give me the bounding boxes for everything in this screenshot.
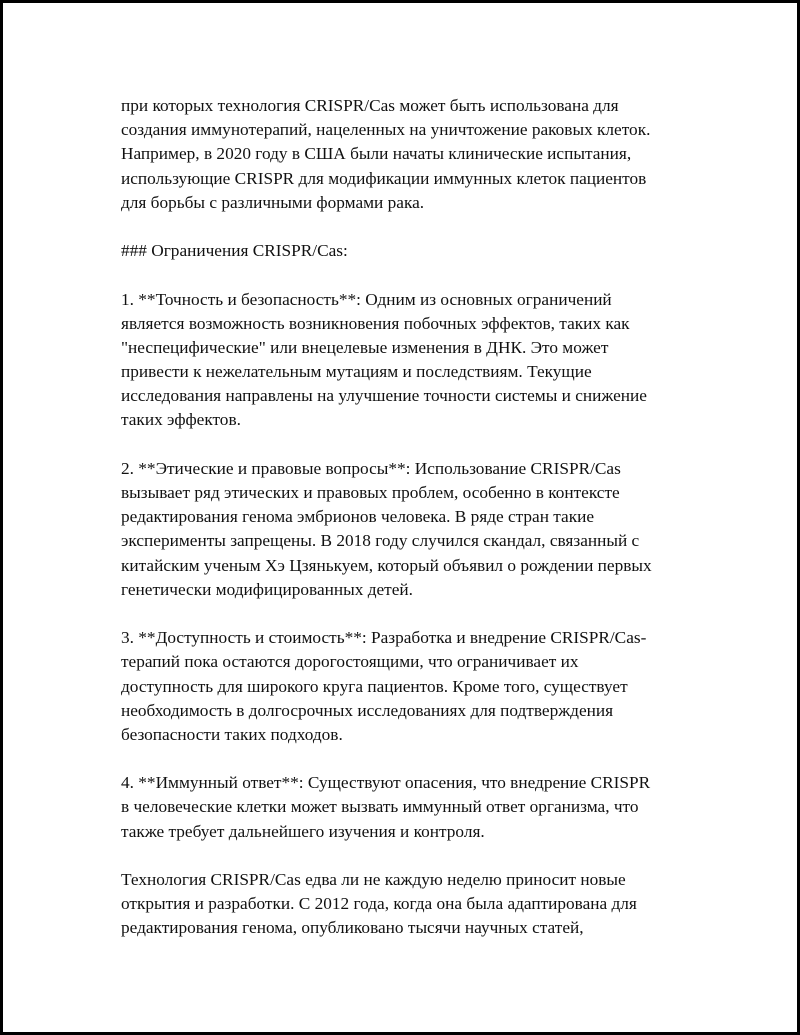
- paragraph-gap: [121, 747, 703, 771]
- text-line: открытия и разработки. С 2012 года, когда она была адаптирована для: [121, 894, 637, 914]
- text-line: привести к нежелательным мутациям и последствиям. Текущие: [121, 362, 592, 382]
- paragraph-gap: [121, 263, 703, 287]
- text-line: терапий пока остаются дорогостоящими, что ограничивает их: [121, 652, 579, 672]
- heading-text: ### Ограничения CRISPR/Cas:: [121, 241, 348, 261]
- text-line: использующие CRISPR для модификации иммунных клеток пациентов: [121, 168, 647, 188]
- text-line: безопасности таких подходов.: [121, 724, 343, 744]
- text-line: 4. **Иммунный ответ**: Существуют опасения, что внедрение CRISPR: [121, 773, 651, 793]
- paragraph-gap: [121, 602, 703, 626]
- text-line: Технология CRISPR/Cas едва ли не каждую неделю приносит новые: [121, 870, 626, 889]
- text-line: эксперименты запрещены. В 2018 году случился скандал, связанный с: [121, 531, 640, 551]
- text-line: в человеческие клетки может вызвать иммунный ответ организма, что: [121, 797, 639, 817]
- text-line: является возможность возникновения побочных эффектов, таких как: [121, 313, 630, 333]
- heading-limitations: [121, 239, 703, 263]
- text-line: китайским ученым Хэ Цзянькуем, который объявил о рождении первых: [121, 555, 652, 575]
- text-line: необходимость в долгосрочных исследованиях для подтверждения: [121, 700, 614, 720]
- text-line: для борьбы с различными формами рака.: [121, 192, 425, 212]
- text-line: вызывает ряд этических и правовых проблем, особенно в контексте: [121, 483, 620, 502]
- paragraph-final: [121, 868, 703, 941]
- text-line: доступность для широкого круга пациентов. Кроме того, существует: [121, 676, 628, 696]
- paragraph-intro: [121, 94, 703, 215]
- text-line: 3. **Доступность и стоимость**: Разработка и внедрение CRISPR/Cas-: [121, 628, 647, 648]
- list-item-ethics: [121, 457, 703, 602]
- text-line: также требует дальнейшего изучения и контроля.: [121, 821, 485, 841]
- paragraph-gap: [121, 215, 703, 239]
- text-line: таких эффектов.: [121, 410, 241, 430]
- text-line: 1. **Точность и безопасность**: Одним из основных ограничений: [121, 289, 612, 309]
- text-line: 2. **Этические и правовые вопросы**: Использование CRISPR/Cas: [121, 458, 621, 478]
- text-line: исследования направлены на улучшение точности системы и снижение: [121, 386, 647, 406]
- text-line: "неспецифические" или внецелевые изменения в ДНК. Это может: [121, 337, 609, 357]
- text-line: редактирования генома эмбрионов человека. В ряде стран такие: [121, 507, 595, 527]
- paragraph-gap: [121, 433, 703, 457]
- paragraph-gap: [121, 844, 703, 868]
- text-line: создания иммунотерапий, нацеленных на уничтожение раковых клеток.: [121, 120, 651, 140]
- text-line: генетически модифицированных детей.: [121, 579, 413, 599]
- text-line: Например, в 2020 году в США были начаты клинические испытания,: [121, 144, 632, 164]
- list-item-immune: [121, 771, 703, 844]
- document-text-column: [121, 94, 703, 941]
- list-item-accuracy: [121, 288, 703, 433]
- text-line: при которых технология CRISPR/Cas может быть использована для: [121, 96, 619, 115]
- list-item-cost: [121, 626, 703, 747]
- text-line: редактирования генома, опубликовано тысячи научных статей,: [121, 918, 584, 938]
